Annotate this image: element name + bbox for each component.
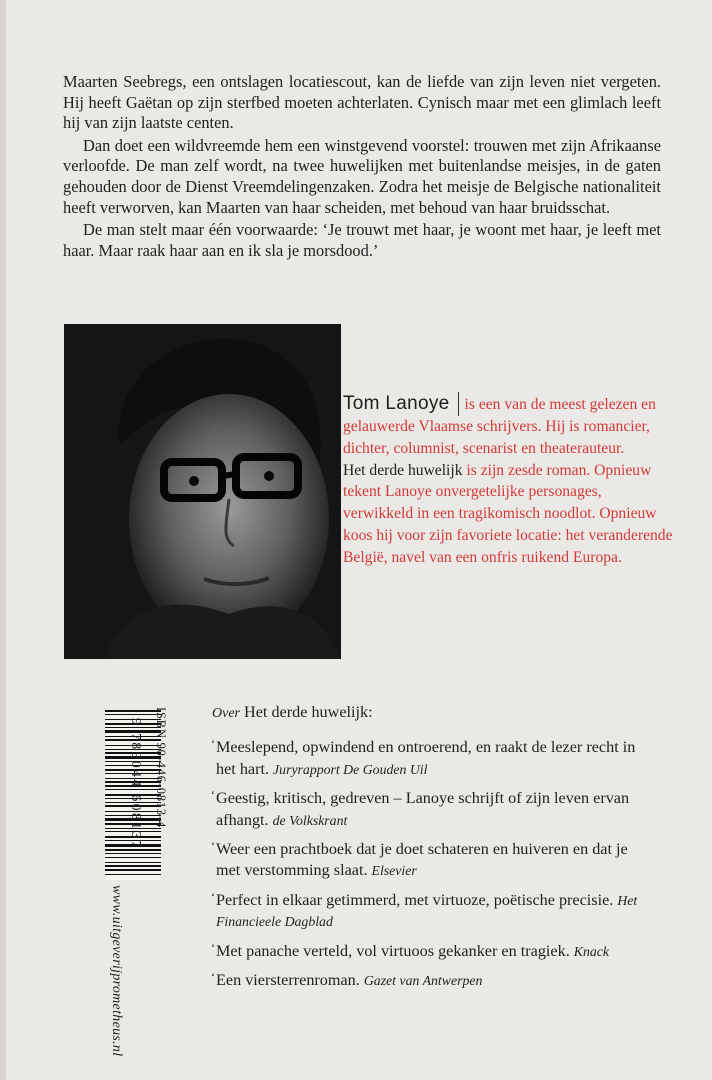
review-item: [212, 737, 652, 780]
review-quote: Meeslepend, opwindend en ontroerend, en raakt de lezer recht in het hart.: [216, 738, 636, 778]
quote-mark: ‘: [211, 839, 215, 854]
review-source: Elsevier: [371, 863, 417, 879]
reviews-heading: [212, 702, 652, 724]
review-item: [212, 941, 652, 962]
synopsis-paragraph-2: Dan doet een wildvreemde hem een winstgevend voorstel: trouwen met zijn Afrikaanse verloofde. De man zelf wordt, na twee huwelijken met buitenlandse meisjes, in de gaten gehouden door de Dienst Vreemdelingenzaken. Zodra het meisje de Belgische nationaliteit heeft verworven, kan Maarten van haar scheiden, met behoud van haar bruidsschat.: [63, 135, 661, 217]
review-item: [212, 890, 652, 933]
review-source: Het Financieele Dagblad: [216, 892, 638, 930]
quote-mark: ‘: [211, 970, 215, 985]
quote-mark: ‘: [211, 940, 215, 955]
review-item: [212, 970, 652, 991]
synopsis-paragraph-3: De man stelt maar één voorwaarde: ‘Je trouwt met haar, je woont met haar, je leeft met haar. Maar raak haar aan en ik sla je morsdood.’: [63, 220, 661, 260]
author-name-block: [343, 392, 459, 416]
author-bio: [343, 392, 673, 569]
review-source: Juryrapport De Gouden Uil: [273, 761, 428, 777]
review-source: Knack: [573, 943, 609, 959]
reviews-heading-title: Het derde huwelijk:: [244, 703, 373, 721]
author-photo: [64, 324, 341, 659]
author-portrait-illustration: [64, 324, 341, 659]
synopsis: [63, 72, 661, 261]
isbn-number: ISBN 90-446-0813-4: [154, 707, 168, 828]
quote-mark: ‘: [211, 737, 215, 752]
barcode-bar: [105, 869, 161, 871]
author-name: Tom Lanoye: [343, 393, 450, 414]
press-reviews: [212, 702, 652, 999]
synopsis-paragraph-1: Maarten Seebregs, een ontslagen locatiescout, kan de liefde van zijn leven niet vergeten. Hij heeft Gaëtan op zijn sterfbed moeten achterlaten. Cynisch maar met een glimlach leeft hij van zijn laatste centen.: [63, 72, 661, 133]
publisher-url: www.uitgeverijprometheus.nl: [109, 885, 124, 1057]
barcode-bar: [105, 853, 161, 854]
ean-digits: 9 789044 608137: [129, 718, 144, 850]
cover-edge: [0, 0, 6, 1080]
review-quote: Perfect in elkaar getimmerd, met virtuoze, poëtische precisie.: [216, 890, 614, 909]
review-quote: Geestig, kritisch, gedreven – Lanoye schrijft of zijn leven ervan afhangt.: [216, 789, 630, 829]
barcode-bar: [105, 874, 161, 875]
barcode-bar: [105, 862, 161, 863]
review-source: de Volkskrant: [272, 812, 348, 828]
review-list: [212, 737, 652, 991]
barcode-bar: [105, 865, 161, 867]
author-bio-text: is een van de meest gelezen en gelauwerde Vlaamse schrijvers. Hij is romancier, dichter, columnist, scenarist en theaterauteur.: [343, 396, 656, 457]
book-title: Het derde huwelijk: [343, 461, 463, 479]
review-item: [212, 788, 652, 831]
review-quote: Een viersterrenroman.: [216, 971, 360, 990]
review-quote: Met panache verteld, vol virtuoos gekanker en tragiek.: [216, 941, 570, 960]
barcode-bar: [105, 857, 161, 858]
review-source: Gazet van Antwerpen: [363, 973, 483, 989]
review-item: [212, 839, 652, 882]
book-description: is zijn zesde roman. Opnieuw tekent Lanoye onvergetelijke personages, verwikkeld in een tragikomisch noodlot. Opnieuw koos hij voor zijn favoriete locatie: het veranderende België, navel van een onfris ruikend Europa.: [343, 461, 673, 566]
review-quote: Weer een prachtboek dat je doet schateren en huiveren en dat je met verstomming slaat.: [216, 840, 628, 880]
reviews-heading-label: Over: [212, 706, 240, 721]
quote-mark: ‘: [211, 889, 215, 904]
quote-mark: ‘: [211, 788, 215, 803]
